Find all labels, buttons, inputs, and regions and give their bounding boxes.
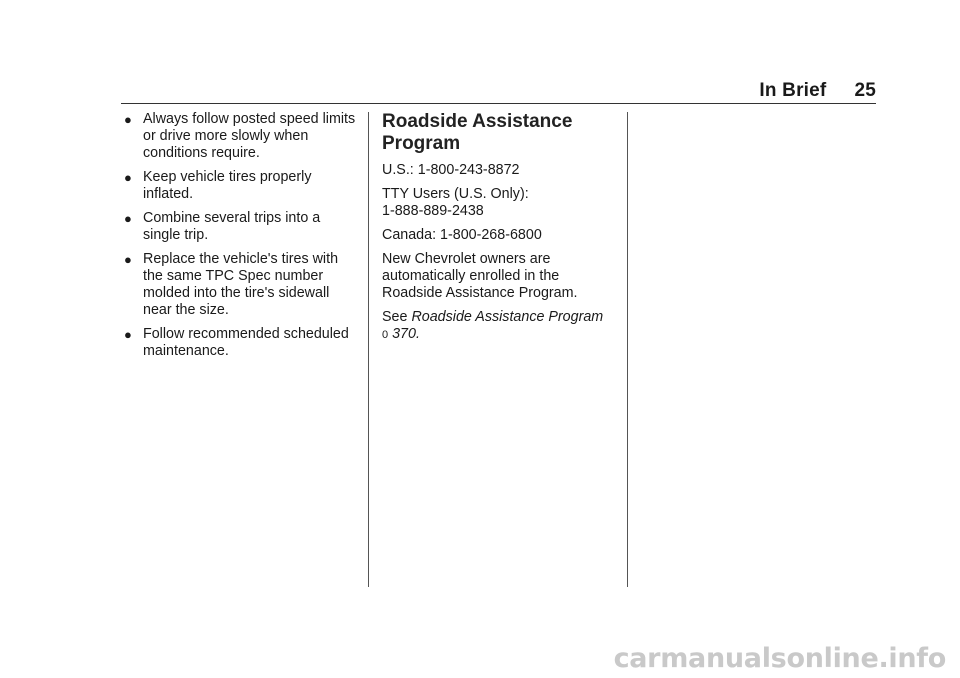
bullet-icon: ● [124, 327, 132, 342]
reference-page[interactable]: 370. [392, 326, 420, 342]
canada-phone: Canada: 1-800-268-6800 [382, 227, 542, 243]
bullet-icon: ● [124, 112, 132, 127]
bullet-icon: ● [124, 252, 132, 267]
tty-label: TTY Users (U.S. Only): [382, 186, 529, 202]
section-heading: Roadside Assistance Program [382, 111, 573, 154]
us-phone: U.S.: 1-800-243-8872 [382, 162, 520, 178]
tty-phone: 1-888-889-2438 [382, 203, 484, 219]
list-item-text: Combine several trips into a single trip. [143, 210, 321, 243]
left-column [122, 111, 358, 367]
list-item [122, 169, 358, 203]
list-item [122, 326, 358, 360]
enrollment-note: New Chevrolet owners are automatically enrolled in the Roadside Assistance Program. [382, 251, 578, 301]
list-item [122, 210, 358, 244]
page-header [759, 80, 876, 102]
list-item-text: Follow recommended scheduled maintenance. [143, 326, 349, 359]
list-item-text: Keep vehicle tires properly inflated. [143, 169, 312, 202]
page-reference-icon: 0 [382, 329, 389, 341]
bullet-icon: ● [124, 211, 132, 226]
page-number: 25 [854, 80, 876, 101]
header-rule [121, 103, 876, 104]
list-item-text: Replace the vehicle's tires with the same TPC Spec number molded into the tire's sidewall near the size. [143, 251, 339, 318]
list-item-text: Always follow posted speed limits or drive more slowly when conditions require. [143, 111, 356, 161]
watermark: carmanualsonline.info [613, 643, 946, 674]
column-divider-left [368, 112, 369, 587]
list-item [122, 251, 358, 319]
tips-list [122, 111, 358, 360]
reference-prefix: See [382, 309, 408, 325]
cross-reference [382, 309, 618, 344]
list-item [122, 111, 358, 162]
tty-block [382, 186, 618, 220]
middle-column [382, 111, 618, 351]
reference-link[interactable]: Roadside Assistance Program [411, 309, 604, 325]
column-divider-right [627, 112, 628, 587]
section-title-header: In Brief [759, 80, 827, 101]
bullet-icon: ● [124, 170, 132, 185]
